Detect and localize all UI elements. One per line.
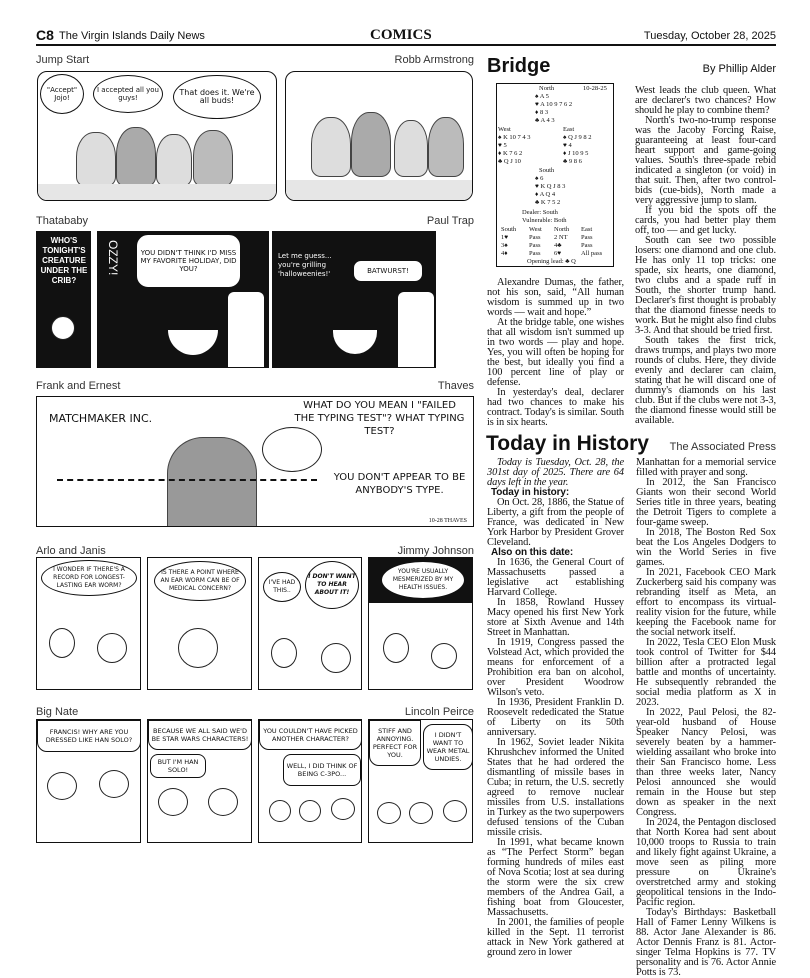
bridge-header bbox=[487, 55, 776, 78]
east-hand: ♠ Q J 9 8 2 ♥ 4 ♦ J 10 9 5 ♣ 9 8 6 bbox=[563, 134, 592, 165]
strip-title: Big Nate bbox=[36, 706, 79, 718]
panel-caption: WHO'S TONIGHT'S CREATURE UNDER THE CRIB? bbox=[40, 236, 88, 285]
strip-title: Jump Start bbox=[36, 54, 90, 66]
history-right-column: Manhattan for a memorial service filled with prayer and song. In 2012, the San Francisco Giants won their second World Series title in three years, beating the Detroit Tigers to complete a four-game sweep. In 2018, The Boston Red Sox beat the Los Angeles Dodgers to win the World Series in five games. In 2021, Facebook CEO Mark Zuckerberg said his company was rebranding itself as Meta, an effort to encompass its virtual-reality vision for the future, while keeping the Facebook name for the social network itself. In 2022, Tesla CEO Elon Musk took control of Twitter for $44 billion after a protracted legal battle and months of uncertainty. He subsequently rebranded the social media platform as X in 2023. In 2022, Paul Pelosi, the 82-year-old husband of House Speaker Nancy Pelosi, was severely beaten by a hammer-wielding assailant who broke into their San Francisco home. Less than three weeks later, Nancy Pelosi announced she would remain in the House but step down as speaker in the next Congress. In 2024, the Pentagon disclosed that North Korea had sent about 10,000 troops to Russia to train and likely fight against Ukraine, a move seen as piling more pressure on Ukraine's overstretched army and stoking geopolitical tensions in the Indo-Pacific region. Today's Birthdays: Basketball Hall of Famer Lenny Wilkens is 88. Actor Jane Alexander is 86. Actor Dennis Franz is 81. Actor-singer Telma Hopkins is 77. TV personality and is 76. Actor Annie Potts is 73. bbox=[636, 457, 776, 978]
speech-bubble: I'VE HAD THIS.. bbox=[263, 572, 301, 602]
history-title: Today in History bbox=[486, 432, 649, 455]
history-header bbox=[487, 432, 776, 456]
bridge-diagram bbox=[496, 83, 614, 267]
strip-author: Robb Armstrong bbox=[394, 54, 474, 66]
deal-date: 10-28-25 bbox=[583, 85, 607, 92]
panel-text: Let me guess... you're grilling 'halloweenies!' bbox=[278, 252, 332, 278]
header-rule bbox=[36, 44, 776, 46]
vulnerable: Vulnerable: Both bbox=[522, 217, 567, 224]
bridge-title: Bridge bbox=[487, 55, 551, 77]
speech-bubble: YOU COULDN'T HAVE PICKED ANOTHER CHARACTER? bbox=[259, 720, 362, 750]
thatababy-panel-3 bbox=[272, 231, 436, 368]
speech-bubble: "Accept" Jojo! bbox=[40, 74, 84, 114]
thatababy-panel-2 bbox=[97, 231, 269, 368]
west-hand: ♠ K 10 7 4 3 ♥ 5 ♦ K 7 6 2 ♣ Q J 10 bbox=[498, 134, 531, 165]
east-label: East bbox=[563, 126, 575, 133]
speech-bubble: IS THERE A POINT WHERE AN EAR WORM CAN BE OF MEDICAL CONCERN? bbox=[154, 561, 246, 601]
strip-author: Jimmy Johnson bbox=[397, 545, 474, 557]
sign-text: MATCHMAKER INC. bbox=[49, 412, 153, 425]
page-date: Tuesday, October 28, 2025 bbox=[643, 30, 776, 42]
big-nate-panel-1 bbox=[36, 719, 141, 843]
speech-bubble: I DON'T WANT TO HEAR ABOUT IT! bbox=[305, 561, 359, 609]
speech-bubble: WELL, I DID THINK OF BEING C-3PO... bbox=[283, 754, 361, 786]
page-number: C8 bbox=[36, 27, 54, 43]
history-body bbox=[487, 458, 776, 978]
strip-author: Lincoln Peirce bbox=[404, 706, 474, 718]
north-hand: ♠ A 5 ♥ A 10 9 7 6 2 ♦ 8 3 ♣ A 4 3 bbox=[535, 93, 573, 124]
arlo-janis-panel-2 bbox=[147, 557, 252, 690]
opening-lead: Opening lead: ♣ Q bbox=[527, 258, 576, 265]
speech-bubble: BECAUSE WE ALL SAID WE'D BE STAR WARS CHARACTERS! bbox=[148, 720, 252, 750]
strip-author: Paul Trap bbox=[426, 215, 474, 227]
speech-bubble: I WONDER IF THERE'S A RECORD FOR LONGEST-LASTING EAR WORM? bbox=[41, 560, 137, 596]
signature: 10-28 THAVES bbox=[428, 518, 467, 524]
south-label: South bbox=[539, 167, 555, 174]
panel-text: OZZY! bbox=[106, 240, 120, 276]
right-column-area bbox=[487, 55, 776, 978]
north-label: North bbox=[539, 85, 555, 92]
arlo-janis-panel-1 bbox=[36, 557, 141, 690]
bridge-left bbox=[487, 83, 624, 428]
big-nate-panel-3 bbox=[258, 719, 362, 843]
south-hand: ♠ 6 ♥ K Q J 8 3 ♦ A Q 4 ♣ K 7 5 2 bbox=[535, 175, 566, 206]
speech-bubble: I DIDN'T WANT TO WEAR METAL UNDIES. bbox=[423, 724, 473, 770]
speech-bubble: YOU DIDN'T THINK I'D MISS MY FAVORITE HOLIDAY, DID YOU? bbox=[136, 234, 241, 288]
arlo-janis-panel-4 bbox=[368, 557, 473, 690]
history-left-column: Today is Tuesday, Oct. 28, the 301st day of 2025. There are 64 days left in the year. Today in history: On Oct. 28, 1886, the Statue of Liberty, a gift from the people of France, was dedicated in New York Harbor by President Grover Cleveland. Also on this date: In 1636, the General Court of Massachusetts passed a legislative act establishing Harvard College. In 1858, Rowland Hussey Macy opened his first New York store at Sixth Avenue and 14th Street in Manhattan. In 1919, Congress passed the Volstead Act, which provided the means for enforcement of a Prohibition era ban on alcohol, over President Woodrow Wilson's veto. In 1936, President Franklin D. Roosevelt rededicated the Statue of Liberty on its 50th anniversary. In 1962, Soviet leader Nikita Khrushchev informed the United States that he had ordered the dismantling of missile bases in Cuba; in return, the U.S. secretly agreed to remove nuclear missiles from U.S. installations in Turkey as the two superpowers defused tensions of the Cuban missile crisis. In 1991, what became known as “The Perfect Storm” began forming hundreds of miles east of Nova Scotia; lost at sea during the storm were the six crew members of the Andrea Gail, a fishing boat from Gloucester, Massachusetts. In 2001, the families of people killed in the Sept. 11 terrorist attack in New York gathered at ground zero in lower bbox=[487, 457, 624, 958]
big-nate-panel-2 bbox=[147, 719, 252, 843]
bridge-left-column: Alexandre Dumas, the father, not his son, said, “All human wisdom is summed up in two words — wait and hope.” At the bridge table, one wishes that all wisdom isn't summed up in two words — play and hope. Yes, you will often be hoping for the best, but ideally you find a 100 percent line of play or defense. In yesterday's deal, declarer had two chances to make his contract. Today's is similar. South is in six hearts. bbox=[487, 277, 624, 428]
speech-bubble: That does it. We're all buds! bbox=[173, 75, 261, 119]
speech-text: YOU DON'T APPEAR TO BE ANYBODY'S TYPE. bbox=[333, 472, 466, 496]
newspaper-name: The Virgin Islands Daily News bbox=[59, 30, 205, 42]
thatababy-panel-1 bbox=[36, 231, 91, 368]
strip-title: Thatababy bbox=[36, 215, 88, 227]
strip-title: Frank and Ernest bbox=[36, 380, 121, 392]
speech-bubble: BUT I'M HAN SOLO! bbox=[150, 754, 206, 778]
arlo-janis-panel-3 bbox=[258, 557, 362, 690]
speech-text: WHAT DO YOU MEAN I "FAILED THE TYPING TEST"? WHAT TYPING TEST? bbox=[294, 400, 465, 437]
bidding-table: South West North East 1♥ Pass 2 NT Pass 3♠ Pass 4♣ Pass 4♦ Pass 6♥ All pass bbox=[501, 226, 603, 257]
history-byline: The Associated Press bbox=[669, 441, 776, 453]
bridge-right-column: West leads the club queen. What are declarer's two chances? How should he play to combine them? North's two-no-trump response was the Jacoby Forcing Raise, guaranteeing at least four-card heart support and game-going values. South's three-spade rebid indicated a singleton (or void) in that suit. Then, after two control-bids (cue-bids), North made a very aggressive jump to slam. If you bid the spots off the cards, you had better play them off, too — and get lucky. South can see two possible losers: one diamond and one club. He has only 11 top tricks: one spade, six hearts, one diamond, two clubs and a spade ruff in South, the shorter trump hand. Declarer's first thought is probably that the diamond finesse needs to work. But he might also find clubs 3-3. And that should be tried first. South takes the first trick, draws trumps, and plays two more rounds of clubs. Here, they divide evenly and declarer can claim, stating that he will discard one of dummy's diamonds on his last club. But if the clubs were not 3-3, the diamond finesse would still be available. bbox=[635, 85, 776, 426]
speech-bubble: I accepted all you guys! bbox=[93, 75, 163, 113]
strip-title: Arlo and Janis bbox=[36, 545, 106, 557]
frank-ernest-panel bbox=[36, 396, 474, 527]
speech-bubble: STIFF AND ANNOYING. PERFECT FOR YOU. bbox=[369, 720, 421, 766]
speech-bubble: BATWURST! bbox=[353, 260, 423, 282]
bridge-body bbox=[487, 83, 776, 428]
jump-start-panel-2 bbox=[285, 71, 473, 201]
bridge-byline: By Phillip Alder bbox=[702, 63, 776, 75]
big-nate-panel-4 bbox=[368, 719, 473, 843]
strip-author: Thaves bbox=[437, 380, 474, 392]
west-label: West bbox=[498, 126, 511, 133]
speech-bubble: YOU'RE USUALLY MESMERIZED BY MY HEALTH ISSUES. bbox=[381, 561, 465, 599]
dealer: Dealer: South bbox=[522, 209, 558, 216]
jump-start-panel-1 bbox=[37, 71, 277, 201]
speech-bubble: FRANCIS! WHY ARE YOU DRESSED LIKE HAN SOLO? bbox=[37, 720, 141, 752]
section-title: COMICS bbox=[370, 27, 432, 43]
